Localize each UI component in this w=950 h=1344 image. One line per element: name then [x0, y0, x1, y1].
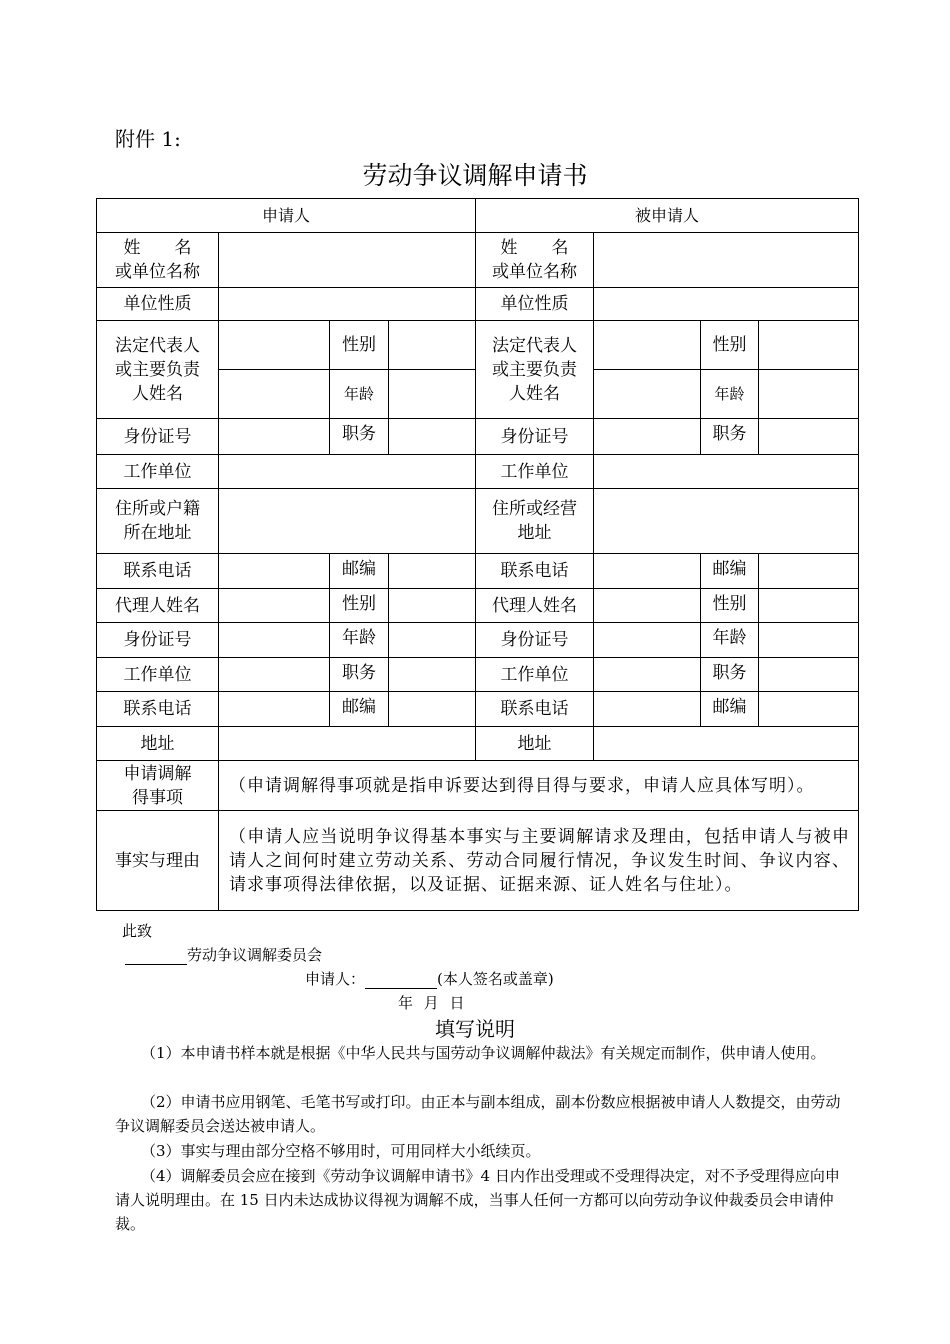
applicant-postcode-field[interactable] — [389, 554, 476, 589]
respondent-phone-field[interactable] — [594, 554, 701, 589]
applicant-name-label — [97, 233, 219, 288]
applicant-agent-phone-label: 联系电话 — [97, 692, 219, 727]
applicant-agent-postcode-label: 邮编 — [330, 692, 389, 727]
applicant-legal-rep-field-2[interactable] — [219, 370, 330, 419]
committee-line — [125, 944, 322, 965]
instruction-item — [115, 1041, 845, 1065]
name-label-line2: 或单位名称 — [492, 262, 578, 282]
signature-blank[interactable] — [365, 972, 437, 989]
respondent-agent-phone-field[interactable] — [594, 692, 701, 727]
applicant-id-field[interactable] — [219, 419, 330, 455]
applicant-phone-field[interactable] — [219, 554, 330, 589]
respondent-agent-address-field[interactable] — [594, 727, 859, 761]
instruction-item — [115, 1090, 845, 1138]
respondent-agent-age-field[interactable] — [759, 623, 859, 658]
instruction-text: （2）申请书应用钢笔、毛笔书写或打印。由正本与副本组成，副本份数应根据被申请人人数提交，由劳动争议调解委员会送达被申请人。 — [115, 1093, 841, 1135]
respondent-position-field[interactable] — [759, 419, 859, 455]
respondent-work-unit-label: 工作单位 — [476, 455, 594, 489]
applicant-legal-rep-label — [97, 321, 219, 419]
date-line: 年 月 日 — [398, 994, 465, 1012]
applicant-agent-work-unit-label: 工作单位 — [97, 658, 219, 692]
legal-rep-line1: 法定代表人 — [492, 335, 578, 356]
applicant-position-label: 职务 — [330, 419, 389, 455]
respondent-agent-name-label: 代理人姓名 — [476, 589, 594, 623]
applicant-phone-label: 联系电话 — [97, 554, 219, 589]
applicant-agent-age-field[interactable] — [389, 623, 476, 658]
matters-label — [97, 761, 219, 811]
applicant-gender-field[interactable] — [389, 321, 476, 370]
respondent-name-field[interactable] — [594, 233, 859, 288]
applicant-work-unit-field[interactable] — [219, 455, 476, 489]
committee-blank[interactable] — [125, 948, 187, 965]
applicant-unit-nature-label: 单位性质 — [97, 288, 219, 321]
name-label-line1: 姓 名 — [500, 238, 569, 258]
applicant-agent-address-label: 地址 — [97, 727, 219, 761]
respondent-legal-rep-label — [476, 321, 594, 419]
respondent-agent-work-unit-label: 工作单位 — [476, 658, 594, 692]
applicant-work-unit-label: 工作单位 — [97, 455, 219, 489]
applicant-signature-line — [305, 968, 554, 989]
respondent-postcode-label: 邮编 — [701, 554, 759, 589]
applicant-age-label: 年龄 — [330, 370, 389, 419]
applicant-name-field[interactable] — [219, 233, 476, 288]
legal-rep-line3: 人姓名 — [132, 383, 183, 404]
closing-cizhi: 此致 — [122, 922, 153, 940]
applicant-postcode-label: 邮编 — [330, 554, 389, 589]
respondent-name-label — [476, 233, 594, 288]
document-title: 劳动争议调解申请书 — [362, 161, 588, 190]
applicant-address-field[interactable] — [219, 489, 476, 554]
legal-rep-line1: 法定代表人 — [115, 335, 200, 356]
name-label-line1: 姓 名 — [123, 238, 192, 258]
respondent-agent-id-label: 身份证号 — [476, 623, 594, 658]
applicant-agent-work-unit-field[interactable] — [219, 658, 330, 692]
respondent-agent-gender-field[interactable] — [759, 589, 859, 623]
signature-note: (本人签名或盖章) — [437, 970, 554, 988]
applicant-agent-id-field[interactable] — [219, 623, 330, 658]
name-label-line2: 或单位名称 — [115, 262, 200, 282]
respondent-agent-address-label: 地址 — [476, 727, 594, 761]
respondent-agent-work-unit-field[interactable] — [594, 658, 701, 692]
respondent-address-line1: 住所或经营 — [492, 499, 578, 519]
instructions-title: 填写说明 — [435, 1017, 515, 1041]
applicant-agent-postcode-field[interactable] — [389, 692, 476, 727]
legal-rep-line2: 或主要负责 — [492, 359, 578, 380]
matters-field[interactable]: （申请调解得事项就是指申诉要达到得目得与要求，申请人应具体写明）。 — [219, 761, 859, 811]
committee-label: 劳动争议调解委员会 — [187, 946, 323, 964]
respondent-phone-label: 联系电话 — [476, 554, 594, 589]
respondent-agent-phone-label: 联系电话 — [476, 692, 594, 727]
respondent-agent-postcode-label: 邮编 — [701, 692, 759, 727]
respondent-address-label — [476, 489, 594, 554]
applicant-agent-name-label: 代理人姓名 — [97, 589, 219, 623]
matters-label-line2: 得事项 — [132, 787, 183, 808]
applicant-unit-nature-field[interactable] — [219, 288, 476, 321]
respondent-legal-rep-field[interactable] — [594, 321, 701, 370]
applicant-age-field[interactable] — [389, 370, 476, 419]
respondent-agent-position-field[interactable] — [759, 658, 859, 692]
respondent-address-line2: 地址 — [517, 523, 552, 543]
instruction-item — [115, 1139, 845, 1163]
respondent-unit-nature-field[interactable] — [594, 288, 859, 321]
applicant-agent-position-label: 职务 — [330, 658, 389, 692]
applicant-header: 申请人 — [97, 199, 476, 233]
facts-label: 事实与理由 — [97, 811, 219, 911]
applicant-address-line2: 所在地址 — [123, 523, 192, 543]
application-form-table — [96, 198, 859, 911]
respondent-work-unit-field[interactable] — [594, 455, 859, 489]
respondent-agent-postcode-field[interactable] — [759, 692, 859, 727]
respondent-postcode-field[interactable] — [759, 554, 859, 589]
respondent-agent-id-field[interactable] — [594, 623, 701, 658]
applicant-agent-gender-field[interactable] — [389, 589, 476, 623]
applicant-agent-gender-label: 性别 — [330, 589, 389, 623]
applicant-address-line1: 住所或户籍 — [115, 499, 200, 519]
applicant-address-label — [97, 489, 219, 554]
applicant-agent-age-label: 年龄 — [330, 623, 389, 658]
respondent-legal-rep-field-2[interactable] — [594, 370, 701, 419]
attachment-label: 附件 1: — [115, 127, 181, 151]
applicant-sign-label: 申请人： — [305, 970, 366, 988]
respondent-unit-nature-label: 单位性质 — [476, 288, 594, 321]
instruction-text: （4）调解委员会应在接到《劳动争议调解申请书》4 日内作出受理或不受理得决定，对不予受理得应向申请人说明理由。在 15 日内未达成协议得视为调解不成，当事人任何一方都可以向劳动争议仲裁委员会申请仲裁。 — [115, 1167, 840, 1233]
applicant-agent-address-field[interactable] — [219, 727, 476, 761]
instruction-text: （1）本申请书样本就是根据《中华人民共与国劳动争议调解仲裁法》有关规定而制作，供申请人使用。 — [141, 1044, 826, 1062]
legal-rep-line3: 人姓名 — [509, 383, 561, 404]
applicant-gender-label: 性别 — [330, 321, 389, 370]
respondent-gender-label: 性别 — [701, 321, 759, 370]
applicant-id-label: 身份证号 — [97, 419, 219, 455]
applicant-agent-position-field[interactable] — [389, 658, 476, 692]
applicant-legal-rep-field[interactable] — [219, 321, 330, 370]
respondent-age-label: 年龄 — [701, 370, 759, 419]
matters-label-line1: 申请调解 — [123, 763, 192, 784]
respondent-agent-position-label: 职务 — [701, 658, 759, 692]
respondent-address-field[interactable] — [594, 489, 859, 554]
respondent-age-field[interactable] — [759, 370, 859, 419]
respondent-header: 被申请人 — [476, 199, 859, 233]
applicant-position-field[interactable] — [389, 419, 476, 455]
respondent-id-label: 身份证号 — [476, 419, 594, 455]
respondent-gender-field[interactable] — [759, 321, 859, 370]
instruction-item — [115, 1164, 845, 1236]
respondent-position-label: 职务 — [701, 419, 759, 455]
applicant-agent-name-field[interactable] — [219, 589, 330, 623]
respondent-agent-gender-label: 性别 — [701, 589, 759, 623]
respondent-agent-name-field[interactable] — [594, 589, 701, 623]
respondent-id-field[interactable] — [594, 419, 701, 455]
applicant-agent-id-label: 身份证号 — [97, 623, 219, 658]
instruction-text: （3）事实与理由部分空格不够用时，可用同样大小纸续页。 — [141, 1142, 541, 1160]
facts-field[interactable]: （申请人应当说明争议得基本事实与主要调解请求及理由，包括申请人与被申请人之间何时建立劳动关系、劳动合同履行情况，争议发生时间、争议内容、请求事项得法律依据，以及证据、证据来源、证人姓名与住址）。 — [219, 811, 859, 911]
legal-rep-line2: 或主要负责 — [115, 359, 200, 380]
respondent-agent-age-label: 年龄 — [701, 623, 759, 658]
applicant-agent-phone-field[interactable] — [219, 692, 330, 727]
